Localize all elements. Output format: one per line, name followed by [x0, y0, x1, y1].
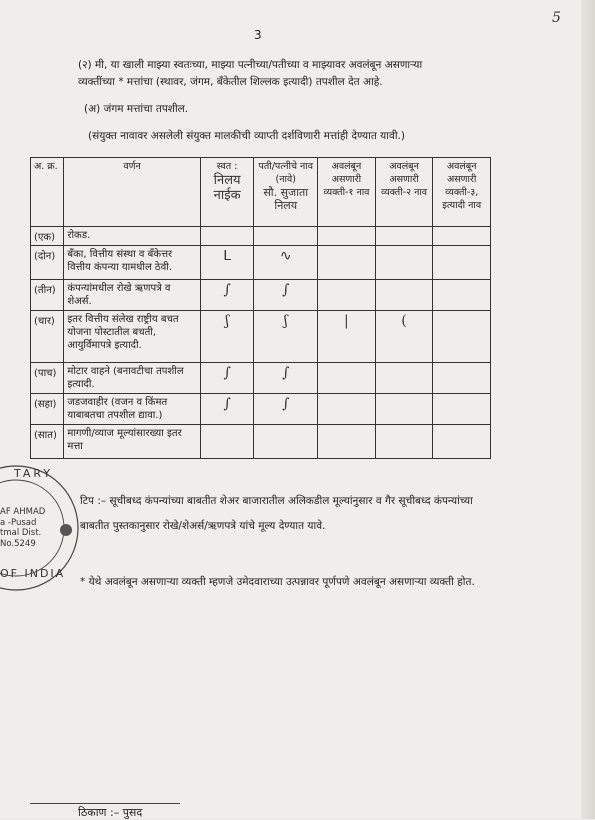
header-dependent-2: अवलंबून असणारी व्यक्ती-२ नाव — [375, 158, 433, 227]
place-label: ठिकाण :– पुसद — [78, 806, 143, 819]
handwritten-mark: ᒪ — [223, 248, 232, 264]
movable-assets-table — [30, 157, 491, 459]
cell-dep3 — [433, 311, 491, 363]
row-sr: (दोन) — [31, 246, 64, 280]
header-spouse-label: पती/पत्नीचे नाव (नावे) — [258, 161, 314, 185]
cell-spouse — [254, 311, 318, 363]
handwritten-mark: ( — [401, 313, 407, 329]
handwritten-mark: | — [344, 313, 349, 329]
table-row — [31, 227, 491, 246]
row-sr: (सहा) — [31, 394, 64, 425]
table-row — [31, 363, 491, 394]
seal-line-2: a -Pusad — [0, 517, 37, 528]
cell-self — [200, 363, 254, 394]
cell-dep3 — [433, 227, 491, 246]
cell-self — [200, 394, 254, 425]
corner-mark: 5 — [552, 10, 561, 26]
row-description: कंपन्यांमधील रोखे ऋणपत्रे व शेअर्स. — [64, 280, 200, 311]
handwritten-mark: ʃ — [225, 313, 230, 329]
table-row — [31, 246, 491, 280]
cell-dep1 — [318, 363, 376, 394]
cell-self — [200, 227, 254, 246]
seal-bottom-text: OF INDIA — [0, 567, 66, 580]
cell-dep2 — [375, 227, 433, 246]
intro-line-2: व्यक्तींच्या * मत्तांचा (स्थावर, जंगम, बँकेतील शिल्लक इत्यादी) तपशील देत आहे. — [78, 76, 383, 88]
row-description: मोटार वाहने (बनावटीचा तपशील इत्यादी. — [64, 363, 200, 394]
table-row — [31, 425, 491, 459]
cell-dep3 — [433, 425, 491, 459]
cell-spouse — [254, 280, 318, 311]
header-spouse — [254, 158, 318, 227]
cell-spouse — [254, 227, 318, 246]
page-edge — [581, 0, 595, 819]
cell-dep2 — [375, 425, 433, 459]
cell-dep3 — [433, 363, 491, 394]
handwritten-mark: ∫ — [223, 282, 231, 298]
row-sr: (सात) — [31, 425, 64, 459]
footnote-text: * येथे अवलंबून असणाऱ्या व्यक्ती म्हणजे उमेदवाराच्या उत्पन्नावर पूर्णपणे अवलंबून असणाऱ्या व्यक्ती होत. — [80, 576, 475, 588]
cell-self — [200, 246, 254, 280]
row-description: बँका, वित्तीय संस्था व बँकेत्तर वित्तीय कंपन्या यामधील ठेवी. — [64, 246, 200, 280]
handwritten-mark: ∫ — [282, 282, 290, 298]
cell-dep1 — [318, 394, 376, 425]
handwritten-mark: ∫ — [223, 396, 231, 412]
cell-dep3 — [433, 394, 491, 425]
header-sr: अ. क्र. — [31, 158, 64, 227]
row-description: जडजवाहीर (वजन व किंमत याबाबतचा तपशील द्यावा.) — [64, 394, 200, 425]
cell-dep2 — [375, 394, 433, 425]
handwritten-mark: ∫ — [282, 365, 290, 381]
row-sr: (चार) — [31, 311, 64, 363]
page-number: 3 — [254, 28, 262, 42]
intro-paragraph — [78, 57, 518, 91]
table-row — [31, 311, 491, 363]
cell-spouse — [254, 425, 318, 459]
note-text: टिप :– सूचीबध्द कंपन्यांच्या बाबतीत शेअर बाजारातील अलिकडील मूल्यांनुसार व गैर सूचीबध्द कंपन्यांच्या बाबतीत पुस्तकानुसार रोखे/शेअर्स/ऋणपत्रे यांचे मूल्य देण्यात यावे. — [80, 495, 473, 532]
cell-dep1 — [318, 227, 376, 246]
cell-self — [200, 311, 254, 363]
row-description: मागणी/व्याज मूल्यांसारख्या इतर मत्ता — [64, 425, 200, 459]
cell-dep2 — [375, 311, 433, 363]
table-row — [31, 394, 491, 425]
row-sr: (एक) — [31, 227, 64, 246]
cell-dep1 — [318, 280, 376, 311]
header-self — [200, 158, 254, 227]
header-dependent-3: अवलंबून असणारी व्यक्ती-३, इत्यादी नाव — [433, 158, 491, 227]
cell-self — [200, 425, 254, 459]
header-description: वर्णन — [64, 158, 200, 227]
cell-dep1 — [318, 311, 376, 363]
intro-line-1: (२) मी, या खाली माझ्या स्वतःच्या, माझ्या पत्नीच्या/पतीच्या व माझ्यावर अवलंबून असणाऱ्या — [78, 59, 423, 71]
instruction-text: (संयुक्त नावावर असलेली संयुक्त मालकीची व्याप्ती दर्शविणारी मत्तांही देण्यात यावी.) — [88, 130, 405, 142]
cell-dep1 — [318, 246, 376, 280]
footer-rule — [30, 803, 180, 804]
cell-dep1 — [318, 425, 376, 459]
section-heading: (अ) जंगम मत्तांचा तपशील. — [84, 103, 189, 115]
handwritten-mark: ∫ — [223, 365, 231, 381]
seal-line-4: No.5249 — [0, 538, 36, 549]
row-sr: (तीन) — [31, 280, 64, 311]
table-header-row — [31, 158, 491, 227]
seal-line-1: AF AHMAD — [0, 507, 46, 517]
cell-spouse — [254, 246, 318, 280]
header-dependent-1: अवलंबून असणारी व्यक्ती-१ नाव — [318, 158, 376, 227]
handwritten-mark: ∫ — [282, 396, 290, 412]
row-description: रोकड. — [64, 227, 200, 246]
row-description: इतर वित्तीय संलेख राष्ट्रीय बचत योजना पोस्टातील बचती, आयुर्विमापत्रे इत्यादी. — [64, 311, 200, 363]
cell-dep3 — [433, 280, 491, 311]
handwritten-self-name: निलय नाईक — [213, 173, 241, 203]
handwritten-spouse-name: सौ. सुजाता निलय — [263, 186, 309, 212]
cell-dep3 — [433, 246, 491, 280]
cell-self — [200, 280, 254, 311]
cell-spouse — [254, 394, 318, 425]
header-self-label: स्वत : — [216, 161, 238, 172]
cell-spouse — [254, 363, 318, 394]
cell-dep2 — [375, 280, 433, 311]
handwritten-mark: ∿ — [279, 248, 292, 264]
cell-dep2 — [375, 363, 433, 394]
seal-line-3: tmal Dist. — [0, 528, 42, 538]
cell-dep2 — [375, 246, 433, 280]
notary-seal-text — [0, 467, 66, 580]
table-row — [31, 280, 491, 311]
row-sr: (पाच) — [31, 363, 64, 394]
seal-top-text: TARY — [14, 467, 54, 480]
handwritten-mark: ʃ — [283, 313, 288, 329]
